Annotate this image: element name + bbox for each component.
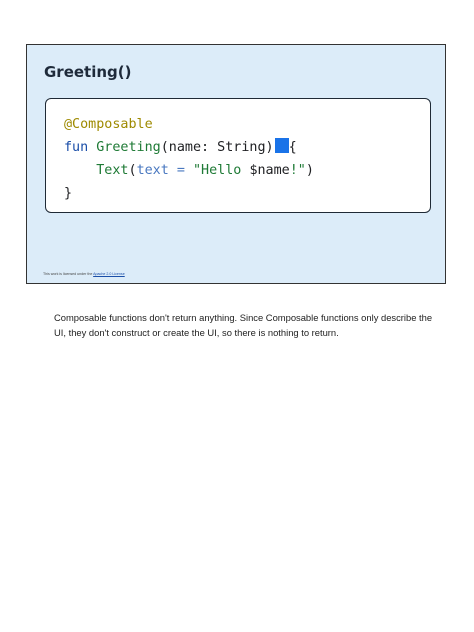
string-token: "Hello [193, 163, 250, 178]
string-end-token: !" [289, 163, 306, 178]
license-prefix: This work is licensed under the [43, 272, 94, 276]
code-line-4 [64, 182, 314, 205]
slide [26, 44, 446, 284]
variable-token: $name [249, 163, 290, 178]
function-name-token: Greeting [96, 140, 161, 155]
code-line-3 [64, 159, 314, 182]
slide-title: Greeting() [44, 63, 132, 81]
code-line-1 [64, 113, 314, 136]
param-token: text = [136, 163, 193, 178]
indent [64, 163, 96, 178]
license-text [43, 272, 125, 276]
text-cursor-highlight [275, 138, 289, 153]
paren-open-token: ( [128, 163, 137, 178]
text-call-token: Text [96, 163, 129, 178]
brace-close-token: } [64, 186, 73, 201]
signature-token: (name: String) [160, 140, 274, 155]
code-block [45, 98, 431, 213]
speaker-notes: Composable functions don't return anything. Since Composable functions only describe the UI, they don't construct or create the UI, so there is nothing to return. [54, 312, 433, 338]
code-lines [64, 113, 314, 205]
brace-open-token: { [288, 140, 297, 155]
keyword-token: fun [64, 140, 97, 155]
annotation-token: @Composable [64, 117, 153, 132]
license-link[interactable]: Apache 2.0 License [93, 272, 125, 276]
paren-close-token: ) [305, 163, 314, 178]
code-line-2 [64, 136, 314, 159]
